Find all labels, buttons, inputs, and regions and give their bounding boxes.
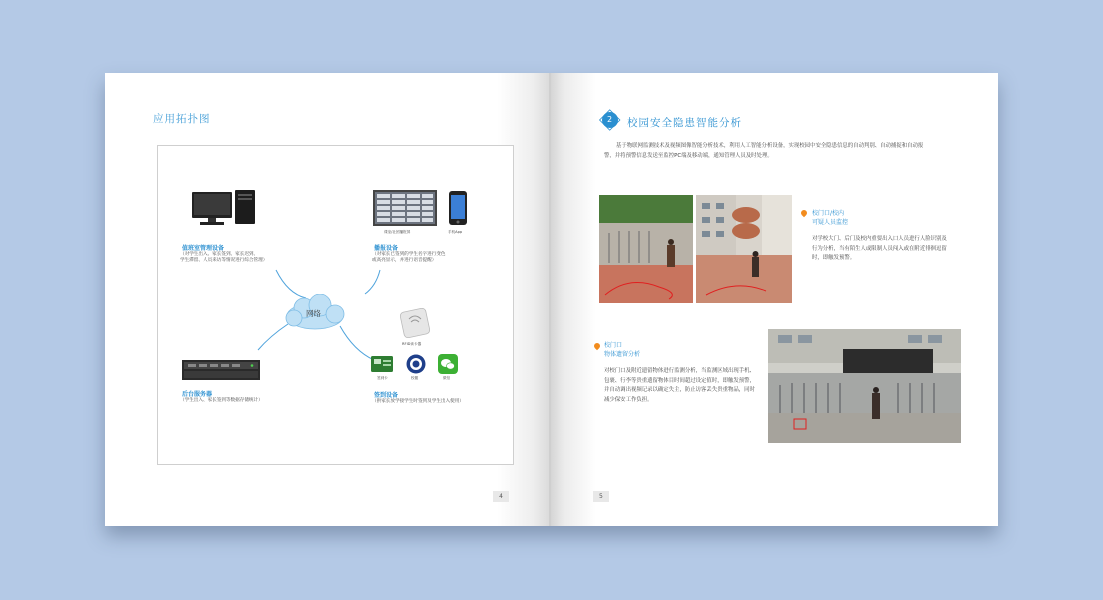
page-number-left: 4 (493, 491, 509, 502)
topology-diagram (157, 145, 514, 465)
mobile-phone-icon (448, 190, 468, 226)
section1-heading-1: 校门口/校内 (812, 210, 845, 217)
network-label: 网络 (306, 309, 321, 318)
mgmt-device-desc-1: （对学生出入、家长签到、家长迟到、 (180, 252, 259, 257)
section2-heading-1: 校门口 (604, 342, 623, 349)
open-brochure (105, 73, 998, 526)
school-badge-icon (406, 354, 426, 374)
server-title: 后台服务器 (182, 391, 213, 398)
wechat-label: 微信 (443, 376, 451, 380)
sign-in-card-icon (371, 356, 393, 372)
section1-heading-2: 可疑人员监控 (812, 219, 849, 226)
section-title: 校园安全隐患智能分析 (627, 117, 742, 129)
desktop-computer-icon (190, 188, 258, 228)
photo-school-gate-b (696, 195, 792, 303)
server-rack-icon (182, 360, 260, 380)
card-label: 签到卡 (377, 376, 388, 380)
sign-device-desc: （供家长放学接学生时签到及学生出入使用） (372, 399, 464, 404)
capture-device-desc-1: （对家长已签到的学生名字进行变色 (372, 252, 446, 257)
sign-device-title: 签到设备 (374, 392, 399, 399)
photo-school-gate-a (599, 195, 693, 303)
capture-device-title: 播报设备 (374, 245, 399, 252)
capture-device-desc-2: 或高亮显示，并进行语音提醒） (372, 258, 437, 263)
rfid-label: RFID读卡器 (402, 342, 422, 346)
page-title: 应用拓扑图 (153, 113, 211, 125)
right-page (551, 73, 998, 526)
left-page (105, 73, 551, 526)
screen-label: 课室/社团播报屏 (384, 230, 411, 234)
location-pin-icon (800, 209, 808, 217)
mgmt-device-desc-2: 学生滞留、人员来访等情况进行综合管理） (180, 258, 268, 263)
section-number: 2 (607, 115, 613, 124)
intro-paragraph: 基于物联网监测技术及视频图像智能分析技术，利用人工智能分析设备，实现校园中安全隐患信息的自动判别、自动捕捉和自动报警，并将预警信息发送至监控PC端及移动端，通知管理人员及时处理。 (604, 143, 924, 159)
wechat-icon (438, 354, 458, 374)
mgmt-device-title: 值班室管理设备 (182, 245, 225, 252)
server-desc: （学生出入、家长签到等数据存储统计） (180, 398, 263, 403)
link-capture (365, 270, 380, 294)
display-screen-icon (373, 190, 437, 226)
photo-gate-left-object (768, 329, 961, 443)
section2-description: 对校门口及附近遗留物体进行监测分析，当监测区域出现手机、包裹、行李等贵重遗留物体目时间超过设定值时，即触发预警，并自动调出视频记录以确定失主，防止访客丢失贵重物品，同时减少保安工作负担。 (604, 368, 755, 403)
location-pin-icon (593, 342, 601, 350)
rfid-reader-icon (400, 308, 430, 338)
section2-heading-2: 物体遗留分析 (604, 351, 641, 358)
badge-label: 校徽 (411, 376, 419, 380)
page-number-right: 5 (593, 491, 609, 502)
phone-label: 手机App (448, 230, 463, 234)
section1-description: 对学校大门、后门及校内重要出入口人员进行人脸识别及行为分析，当有陌生人或限制人员闯入或在附近徘徊逗留时，即触发预警。 (812, 236, 947, 261)
